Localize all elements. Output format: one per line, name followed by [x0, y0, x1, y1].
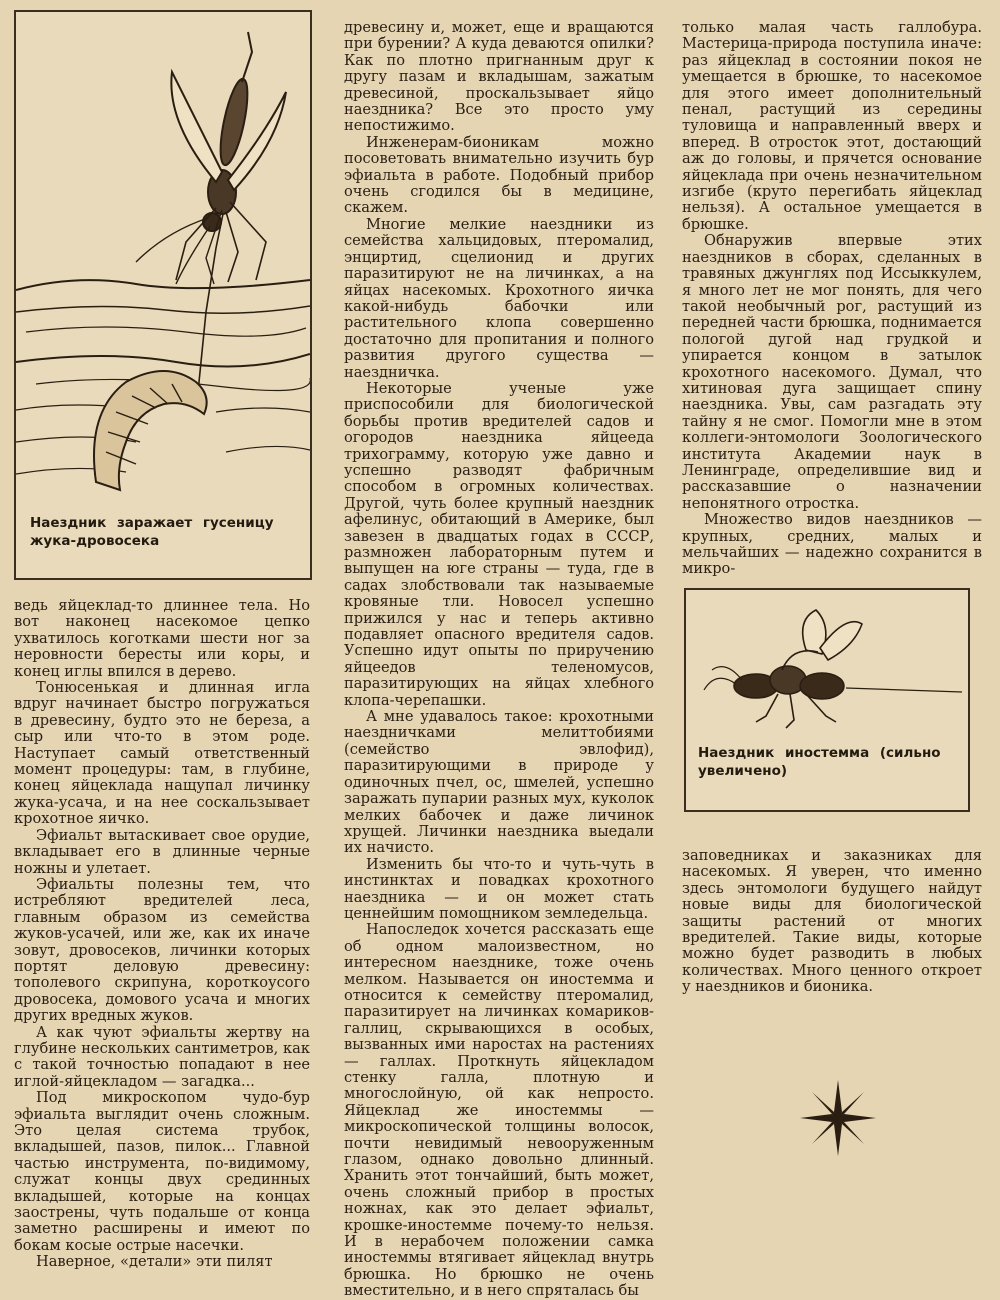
caption-line: увеличено): [698, 763, 788, 779]
caption-line: Наездник заражает гусеницу: [30, 515, 274, 531]
paragraph: Инженерам-бионикам можно посоветовать внимательно изучить бур эфиальта в работе. Подобный прибор очень сгодился бы в медицине, скажем.: [344, 133, 654, 217]
text-column-2: [344, 20, 654, 1300]
paragraph: Эфиальты полезны тем, что истребляют вредителей леса, главным образом из семейства жуков-усачей, или же, как их иначе зовут, дровосеков, личинки которых портят деловую древесину: тополевого скрипуна, короткоусого дровосека, домового усача и многих других вредных жуков.: [14, 875, 310, 1025]
text-column-1: [14, 598, 310, 1271]
paragraph: Эфиальт вытаскивает свое орудие, вкладывает его в длинные черные ножны и улетает.: [14, 826, 310, 877]
figure-larva: [14, 10, 312, 580]
paragraph: Многие мелкие наездники из семейства хальцидовых, птеромалид, энциртид, сцелионид и других паразитируют не на личинках, а на яйцах насекомых. Крохотного яичка какой-нибудь бабочки или растительного клопа совершенно достаточно для пропитания и полного развития другого существа — наездничка.: [344, 215, 654, 381]
figure-inostemma: [684, 588, 970, 812]
paragraph: Обнаружив впервые этих наездников в сборах, сделанных в травяных джунглях под Иссыккулем, я много лет не мог понять, для чего такой необычный рог, растущий из передней части брюшка, поднимается пологой дугой над грудкой и упирается концом в затылок крохотного насекомого. Думал, что хитиновая дуга защищает спину наездника. Увы, сам разгадать эту тайну я не смог. Помогли мне в этом коллеги-энтомологи Зоологического института Академии наук в Ленинграде, определившие вид и рассказавшие о назначении непонятного отростка.: [682, 232, 982, 512]
inostemma-wasp-icon: [686, 590, 968, 740]
figure-caption: [30, 514, 300, 550]
paragraph: Изменить бы что-то и чуть-чуть в инстинктах и повадках крохотного наездника — и он может стать ценнейшим помощником земледельца.: [344, 855, 654, 922]
caption-line: Наездник иностемма (сильно: [698, 745, 941, 761]
paragraph: заповедниках и заказниках для насекомых. Я уверен, что именно здесь энтомологи будущего найдут новые виды для биологической защиты растений от многих вредителей. Такие виды, которые можно будет разводить в любых количествах. Много ценного откроет у наездников и бионика.: [682, 847, 982, 996]
paragraph: Некоторые ученые уже приспособили для биологической борьбы против вредителей садов и огородов наездника яйцееда трихограмму, которую уже давно и успешно разводят фабричным способом в огромных количествах. Другой, чуть более крупный наездник афелинус, обитающий в Америке, был завезен в двадцатых годах в СССР, размножен лабораторным путем и выпущен на юге страны — туда, где в садах злобствовали так называемые кровяные тли. Новосел успешно прижился у нас и теперь активно подавляет опасного вредителя садов. Успешно идут опыты по приручению яйцеедов теленомусов, паразитирующих на яйцах хлебного клопа-черепашки.: [344, 379, 654, 709]
paragraph: ведь яйцеклад-то длиннее тела. Но вот наконец насекомое цепко ухватилось коготками шести ног за неровности бересты или коры, и конец иглы впился в дерево.: [14, 597, 310, 680]
paragraph: Множество видов наездников — крупных, средних, малых и мельчайших — надежно сохранится в микро-: [682, 511, 982, 578]
paragraph: древесину и, может, еще и вращаются при бурении? А куда деваются опилки? Как по плотно пригнанным друг к другу пазам и вкладышам, зажатым древесиной, проскальзывает яйцо наездника? Все это просто уму непостижимо.: [344, 19, 654, 135]
figure-caption: [698, 744, 960, 780]
paragraph: Тонюсенькая и длинная игла вдруг начинает быстро погружаться в древесину, будто это не береза, а сыр или что-то в этом роде. Наступает самый ответственный момент процедуры: там, в глубине, конец яйцеклада нащупал личинку жука-усача, и на нее соскальзывает крохотное яичко.: [14, 679, 310, 828]
paragraph: А как чуют эфиальты жертву на глубине нескольких сантиметров, как с такой точностью попадают в нее иглой-яйцекладом — загадка...: [14, 1023, 310, 1090]
paragraph: Под микроскопом чудо-бур эфиальта выглядит очень сложным. Это целая система трубок, вкладышей, пазов, пилок... Главной частью инструмента, по-видимому, служат концы двух срединных вкладышей, которые на концах заострены, чуть подальше от конца заметно расширены и имеют по бокам косые острые насечки.: [14, 1089, 310, 1254]
paragraph: А мне удавалось такое: крохотными наездничками мелиттобиями (семейство эвлофид), паразитирующими в природе у одиночных пчел, ос, шмелей, успешно заражать пупарии разных мух, куколок мелких бабочек и даже личинок хрущей. Личинки наездника выедали их начисто.: [344, 708, 654, 857]
text-column-3: [682, 20, 982, 578]
ichneumon-wasp-drilling-bark-icon: [16, 12, 310, 502]
paragraph: Напоследок хочется рассказать еще об одном малоизвестном, но интересном наезднике, тоже очень мелком. Называется он иностемма и относится к семейству птеромалид, паразитирует на личинках комариков-галлиц, скрывающихся в особых, вызванных ими наростах на растениях — галлах. Проткнуть яйцекладом стенку галла, плотную и многослойную, ой как непросто. Яйцеклад же иностеммы — микроскопической толщины волосок, почти невидимый невооруженным глазом, однако довольно длинный. Хранить этот тончайший, быть может, очень сложный прибор в простых ножнах, как это делает эфиальт, крошке-иностемме почему-то нельзя. И в нерабочем положении самка иностеммы втягивает яйцеклад внутрь брюшка. Но брюшко не очень вместительно, и в него спряталась бы: [344, 921, 654, 1300]
paragraph: Наверное, «детали» эти пилят: [36, 1253, 273, 1271]
compass-star-ornament-icon: [798, 1078, 878, 1158]
caption-line: жука-дровосека: [30, 533, 160, 549]
text-column-3-continued: [682, 848, 982, 996]
paragraph: только малая часть галлобура. Мастерица-природа поступила иначе: раз яйцеклад в состоянии покоя не умещается в брюшке, то насекомое для этого имеет дополнительный пенал, растущий из середины туловища и направленный вверх и вперед. В отросток этот, достающий аж до головы, и прячется основание яйцеклада при очень незначительном изгибе (круто перегибать яйцеклад нельзя). А остальное умещается в брюшке.: [682, 19, 982, 233]
